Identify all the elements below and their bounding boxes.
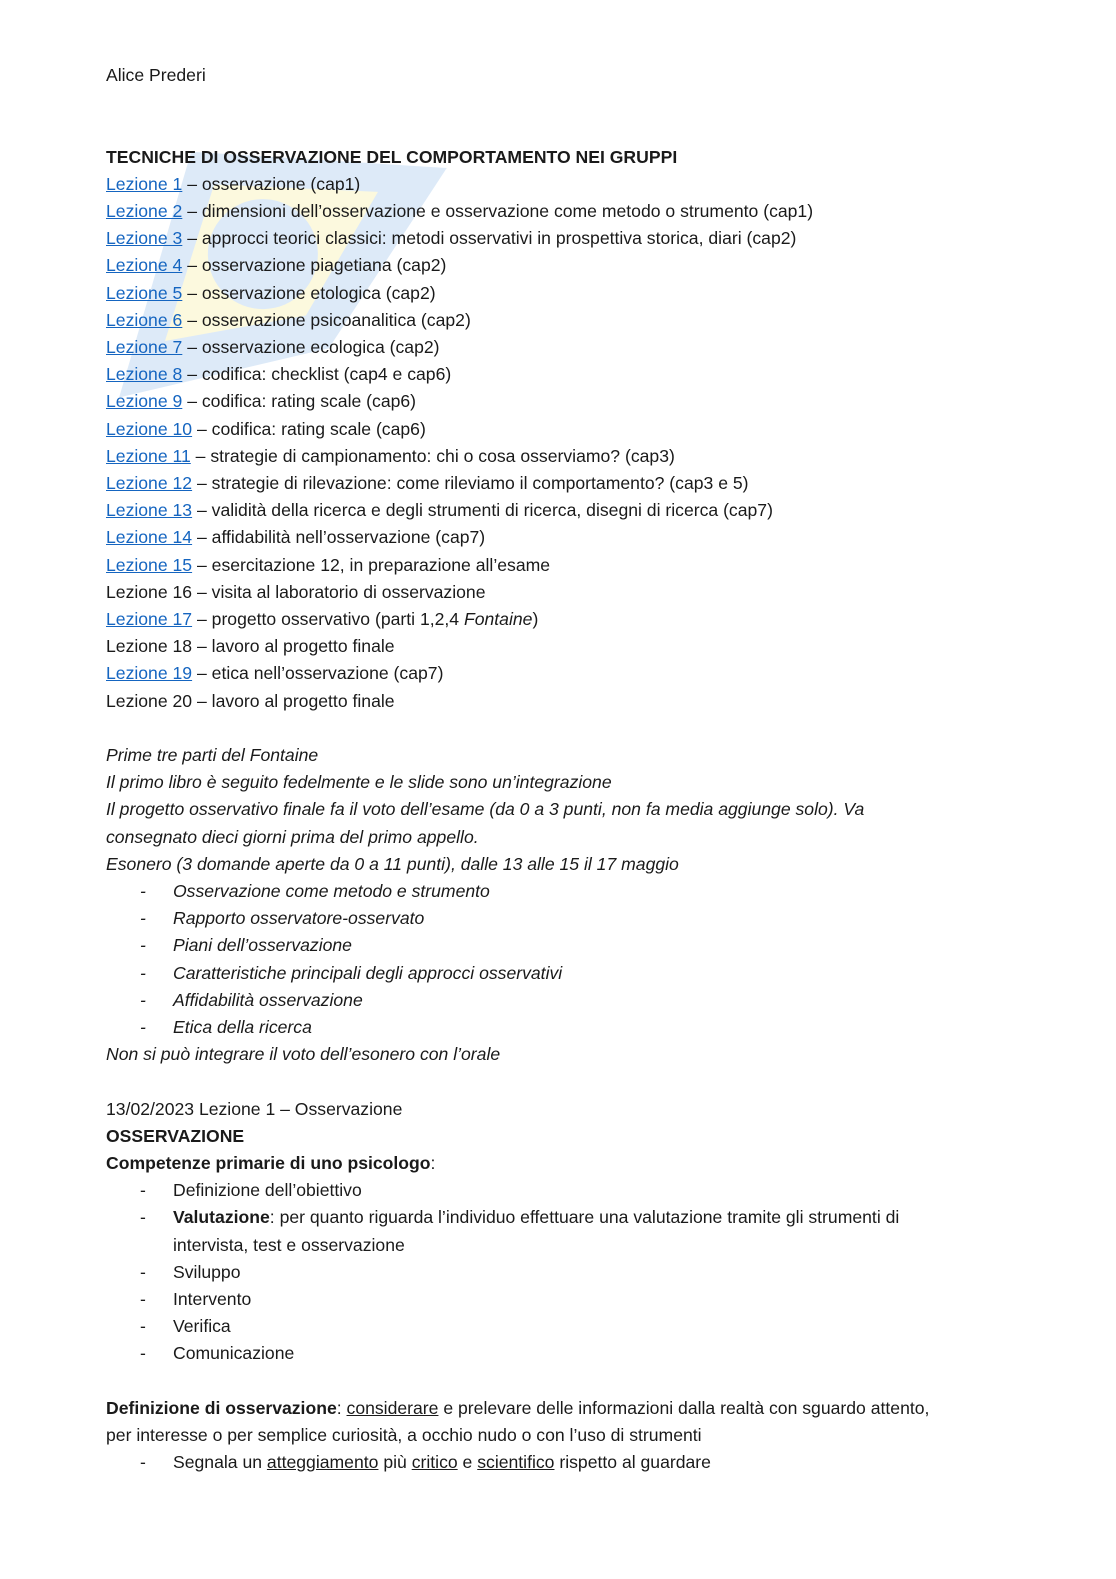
lesson-label: Lezione 18 — [106, 636, 193, 657]
list-item: - Definizione dell’obiettivo — [106, 1177, 1006, 1204]
lesson-row: Lezione 20 – lavoro al progetto finale — [106, 690, 395, 711]
list-item: - Segnala un atteggiamento più critico e scientifico rispetto al guardare — [106, 1449, 1006, 1476]
competences-heading: Competenze primarie di uno psicologo: — [106, 1153, 436, 1174]
lesson-row: Lezione 4 – osservazione piagetiana (cap2) — [106, 255, 447, 276]
list-item: - Osservazione come metodo e strumento — [106, 878, 1006, 905]
list-item: - Etica della ricerca — [106, 1014, 1006, 1041]
lesson-row: Lezione 17 – progetto osservativo (parti 1,2,4 Fontaine) — [106, 609, 539, 630]
exam-topics-list — [106, 878, 1006, 1041]
list-item: - Piani dell’osservazione — [106, 932, 1006, 959]
lesson-list — [106, 171, 1006, 715]
note-line: Non si può integrare il voto dell’esonero con l’orale — [106, 1044, 501, 1065]
lesson-row: Lezione 1 – osservazione (cap1) — [106, 173, 361, 194]
lesson-link[interactable]: Lezione 19 — [106, 663, 193, 684]
definition-list — [106, 1449, 1006, 1476]
lesson-row: Lezione 18 – lavoro al progetto finale — [106, 636, 395, 657]
definition-paragraph: Definizione di osservazione: considerare e prelevare delle informazioni dalla realtà con sguardo attento, — [106, 1397, 930, 1418]
definition-line: per interesse o per semplice curiosità, a occhio nudo o con l’uso di strumenti — [106, 1425, 702, 1446]
lesson-link[interactable]: Lezione 2 — [106, 200, 183, 221]
lesson-row: Lezione 7 – osservazione ecologica (cap2) — [106, 337, 440, 357]
lesson-row: Lezione 15 – esercitazione 12, in preparazione all’esame — [106, 554, 551, 575]
lesson-link[interactable]: Lezione 9 — [106, 391, 183, 412]
lesson-row: Lezione 5 – osservazione etologica (cap2) — [106, 282, 436, 303]
lesson-link[interactable]: Lezione 12 — [106, 473, 193, 494]
note-line: Esonero (3 domande aperte da 0 a 11 punti), dalle 13 alle 15 il 17 maggio — [106, 853, 679, 874]
list-item: - Caratteristiche principali degli approcci osservativi — [106, 960, 1006, 987]
lesson-label: Lezione 20 — [106, 690, 193, 711]
lesson-row: Lezione 3 – approcci teorici classici: metodi osservativi in prospettiva storica, diari (cap2) — [106, 228, 797, 249]
lesson-link[interactable]: Lezione 4 — [106, 255, 183, 276]
lesson-row: Lezione 16 – visita al laboratorio di osservazione — [106, 581, 486, 602]
lesson-row: Lezione 6 – osservazione psicoanalitica (cap2) — [106, 309, 471, 330]
lesson-link[interactable]: Lezione 5 — [106, 282, 183, 303]
lesson-row: Lezione 13 – validità della ricerca e degli strumenti di ricerca, disegni di ricerca (cap7) — [106, 500, 773, 521]
note-line: Prime tre parti del Fontaine — [106, 745, 319, 766]
lesson-link[interactable]: Lezione 11 — [106, 445, 191, 466]
note-line: Il progetto osservativo finale fa il voto dell’esame (da 0 a 3 punti, non fa media aggiunge solo). Va — [106, 799, 865, 820]
course-notes — [106, 742, 1006, 1068]
lesson-row: Lezione 2 – dimensioni dell’osservazione e osservazione come metodo o strumento (cap1) — [106, 200, 814, 221]
list-item: - Comunicazione — [106, 1340, 1006, 1367]
lesson-row: Lezione 14 – affidabilità nell’osservazione (cap7) — [106, 527, 486, 548]
lesson-link[interactable]: Lezione 17 — [106, 609, 193, 630]
lesson-date-heading: 13/02/2023 Lezione 1 – Osservazione — [106, 1098, 403, 1119]
list-item: - Verifica — [106, 1313, 1006, 1340]
competences-list — [106, 1177, 1006, 1367]
list-item: - Sviluppo — [106, 1259, 1006, 1286]
lesson-link[interactable]: Lezione 7 — [106, 337, 183, 357]
list-item: - Rapporto osservatore-osservato — [106, 905, 1006, 932]
lesson-link[interactable]: Lezione 6 — [106, 309, 183, 330]
lesson-link[interactable]: Lezione 3 — [106, 228, 183, 249]
lesson-link[interactable]: Lezione 15 — [106, 554, 193, 575]
note-line: consegnato dieci giorni prima del primo appello. — [106, 826, 479, 847]
lesson-link[interactable]: Lezione 13 — [106, 500, 193, 521]
lesson-row: Lezione 12 – strategie di rilevazione: come rileviamo il comportamento? (cap3 e 5) — [106, 473, 749, 494]
document-page — [106, 62, 1006, 1476]
lesson-row: Lezione 8 – codifica: checklist (cap4 e cap6) — [106, 364, 452, 385]
lesson-label: Lezione 16 — [106, 581, 193, 602]
course-title: TECNICHE DI OSSERVAZIONE DEL COMPORTAMENTO NEI GRUPPI — [106, 146, 678, 167]
lesson-link[interactable]: Lezione 10 — [106, 418, 193, 439]
lesson-link[interactable]: Lezione 14 — [106, 527, 193, 548]
note-line: Il primo libro è seguito fedelmente e le slide sono un’integrazione — [106, 772, 612, 793]
section-title: OSSERVAZIONE — [106, 1125, 245, 1146]
lesson-row: Lezione 19 – etica nell’osservazione (cap7) — [106, 663, 444, 684]
list-item: - Valutazione: per quanto riguarda l’individuo effettuare una valutazione tramite gli strumenti di intervista, test e osservazione — [106, 1204, 1006, 1258]
lesson-link[interactable]: Lezione 1 — [106, 173, 183, 194]
list-item: - Intervento — [106, 1286, 1006, 1313]
author-name: Alice Prederi — [106, 65, 206, 85]
list-item: - Affidabilità osservazione — [106, 987, 1006, 1014]
lesson-row: Lezione 9 – codifica: rating scale (cap6) — [106, 391, 417, 412]
lesson-row: Lezione 10 – codifica: rating scale (cap6) — [106, 418, 426, 439]
lesson-link[interactable]: Lezione 8 — [106, 364, 183, 385]
lesson-row: Lezione 11 – strategie di campionamento: chi o cosa osserviamo? (cap3) — [106, 445, 675, 466]
